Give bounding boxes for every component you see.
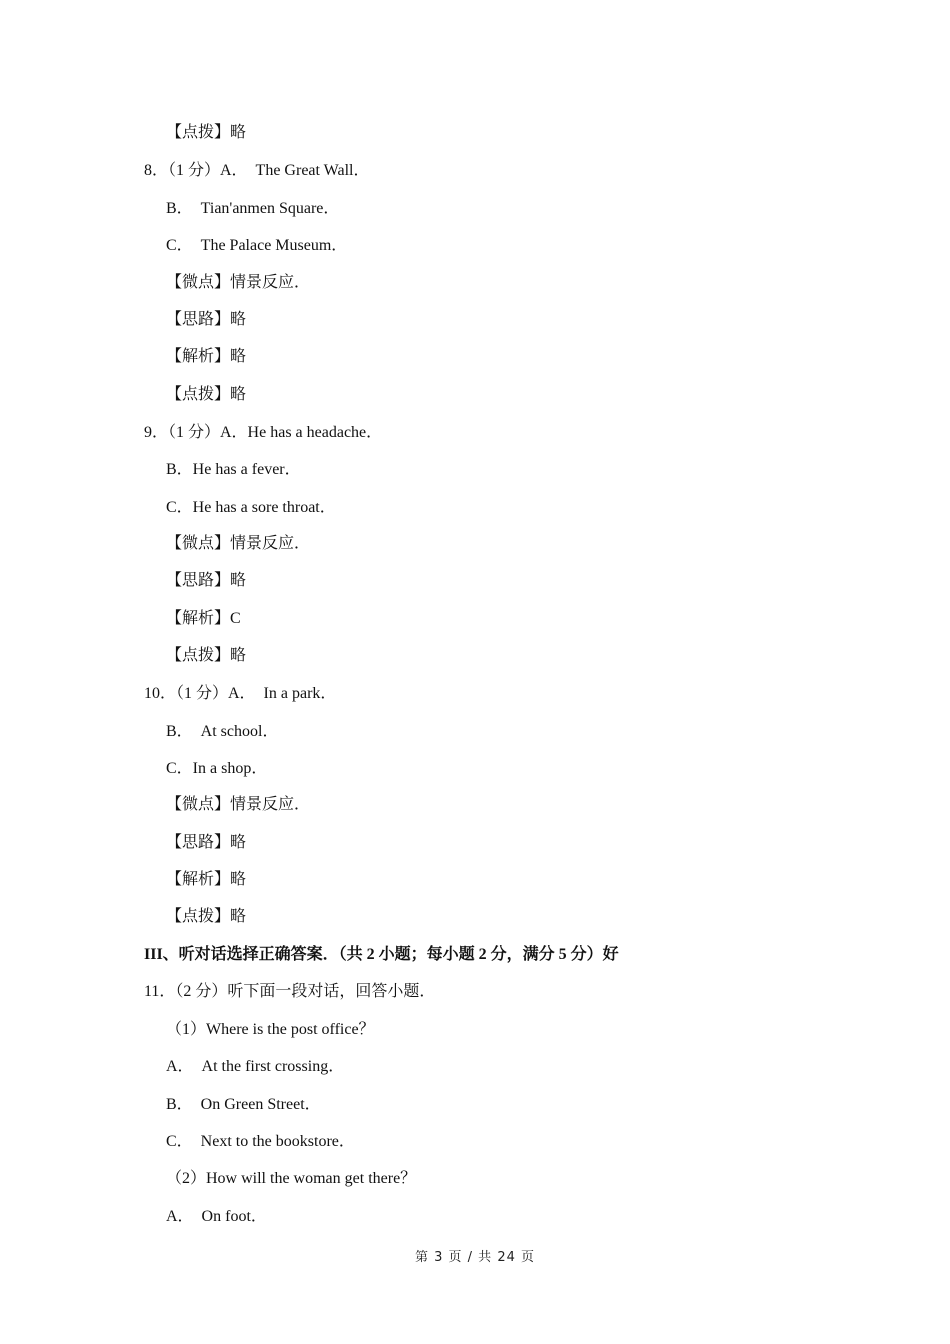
text-line: 【微点】情景反应． bbox=[166, 274, 311, 291]
text-line: 【思路】略 bbox=[166, 834, 247, 851]
option-line: C． Next to the bookstore． bbox=[166, 1133, 355, 1150]
option-line: C．In a shop． bbox=[166, 760, 268, 777]
text-line: 【解析】C bbox=[166, 610, 241, 627]
text-line: 【思路】略 bbox=[166, 572, 247, 589]
question-line: 11．（2 分）听下面一段对话，回答小题． bbox=[144, 983, 436, 1000]
option-line: B． Tian'anmen Square． bbox=[166, 200, 340, 217]
sub-question-line: （2）How will the woman get there？ bbox=[166, 1170, 417, 1187]
option-line: C． The Palace Museum． bbox=[166, 237, 348, 254]
text-line: 【点拨】略 bbox=[166, 908, 247, 925]
option-line: A． At the first crossing． bbox=[166, 1058, 345, 1075]
sub-question-line: （1）Where is the post office？ bbox=[166, 1021, 375, 1038]
text-line: 【微点】情景反应． bbox=[166, 796, 311, 813]
option-line: B． At school． bbox=[166, 723, 279, 740]
option-line: B． On Green Street． bbox=[166, 1096, 321, 1113]
question-line: 8．（1 分）A． The Great Wall． bbox=[144, 162, 370, 179]
option-line: B．He has a fever． bbox=[166, 461, 301, 478]
text-line: 【解析】略 bbox=[166, 871, 247, 888]
text-line: 【思路】略 bbox=[166, 311, 247, 328]
option-line: A． On foot． bbox=[166, 1208, 267, 1225]
text-line: 【点拨】略 bbox=[166, 124, 247, 141]
question-line: 9．（1 分）A．He has a headache． bbox=[144, 424, 383, 441]
text-line: 【点拨】略 bbox=[166, 647, 247, 664]
question-line: 10．（1 分）A． In a park． bbox=[144, 685, 337, 702]
page-footer: 第 3 页 / 共 24 页 bbox=[415, 1250, 535, 1265]
section-heading: III、听对话选择正确答案．（共 2 小题；每小题 2 分，满分 5 分）好 bbox=[144, 946, 619, 963]
text-line: 【点拨】略 bbox=[166, 386, 247, 403]
option-line: C．He has a sore throat． bbox=[166, 499, 336, 516]
text-line: 【解析】略 bbox=[166, 348, 247, 365]
text-line: 【微点】情景反应． bbox=[166, 535, 311, 552]
